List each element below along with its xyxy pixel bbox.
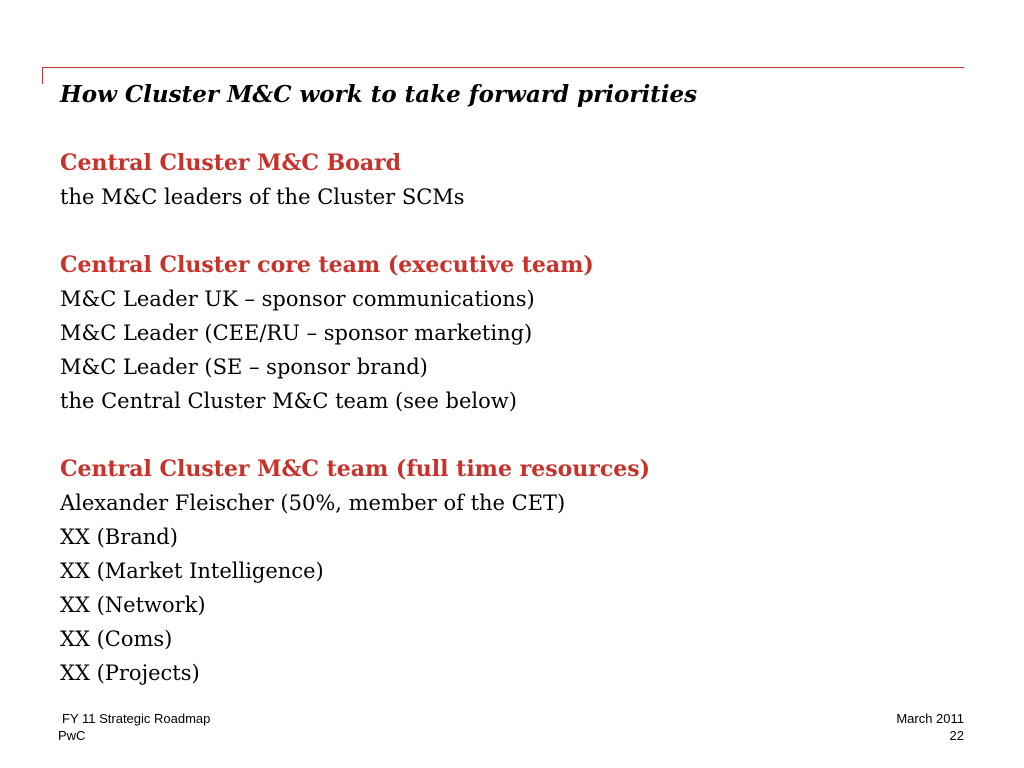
section-line: Alexander Fleischer (50%, member of the CET) (60, 491, 566, 515)
section-heading: Central Cluster M&C Board (60, 150, 402, 176)
section-line: M&C Leader UK – sponsor communications) (60, 287, 535, 311)
section-line: the Central Cluster M&C team (see below) (60, 389, 517, 413)
section-line: XX (Brand) (60, 525, 178, 549)
section-line: the M&C leaders of the Cluster SCMs (60, 185, 465, 209)
top-accent-tick (42, 67, 43, 84)
footer-document-title: FY 11 Strategic Roadmap (62, 711, 211, 726)
slide-title: How Cluster M&C work to take forward priorities (60, 81, 698, 108)
footer-left (58, 710, 211, 744)
slide-content (60, 78, 980, 690)
section-line: XX (Network) (60, 593, 206, 617)
footer-right (896, 710, 964, 744)
section-line: M&C Leader (CEE/RU – sponsor marketing) (60, 321, 533, 345)
section-board (60, 146, 980, 214)
footer-page-number: 22 (949, 728, 964, 743)
section-heading: Central Cluster core team (executive team) (60, 252, 594, 278)
section-line: M&C Leader (SE – sponsor brand) (60, 355, 428, 379)
footer-date: March 2011 (896, 711, 964, 726)
section-line: XX (Projects) (60, 661, 200, 685)
footer-brand: PwC (58, 728, 86, 743)
section-core-team (60, 248, 980, 418)
section-heading: Central Cluster M&C team (full time resources) (60, 456, 651, 482)
section-team (60, 452, 980, 690)
section-line: XX (Market Intelligence) (60, 559, 324, 583)
top-accent-rule (42, 67, 964, 68)
section-line: XX (Coms) (60, 627, 173, 651)
